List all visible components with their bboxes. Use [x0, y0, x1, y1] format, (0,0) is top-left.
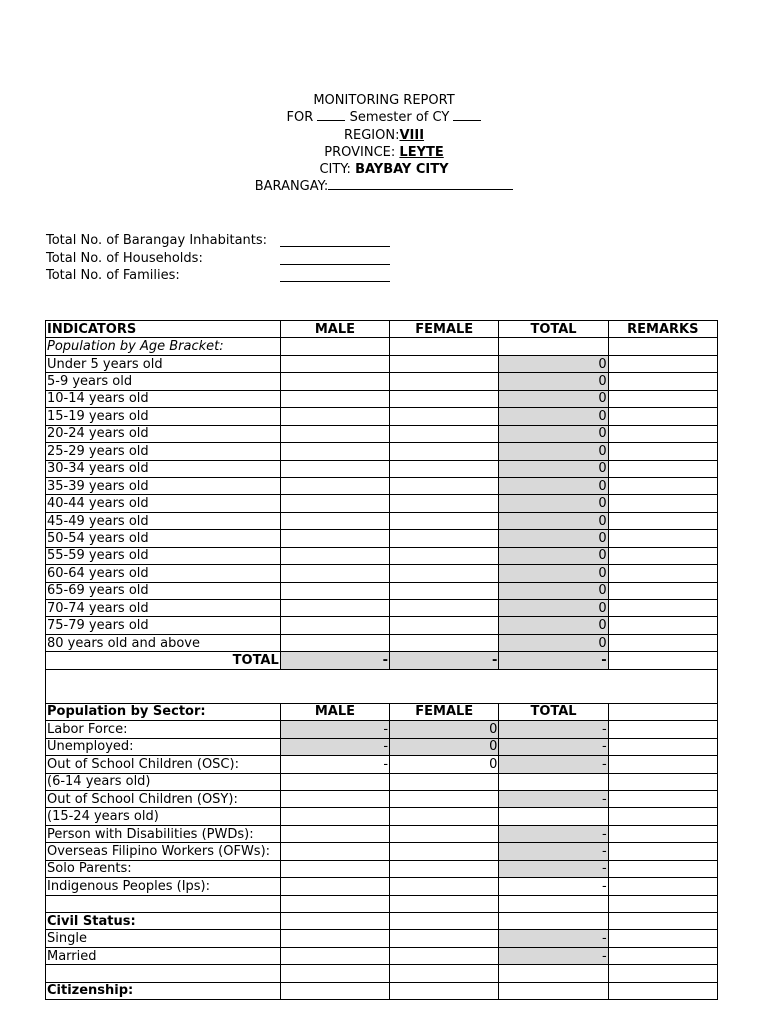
female-cell: [390, 425, 499, 442]
civil-female: [390, 930, 499, 947]
remarks-cell: [608, 408, 717, 425]
age-label: 75-79 years old: [46, 617, 281, 634]
male-cell: [280, 460, 389, 477]
sector-total: -: [499, 878, 608, 895]
blank-cell: [499, 895, 608, 912]
sector-female: 0: [390, 721, 499, 738]
total-cell: 0: [499, 373, 608, 390]
blank-cell: [608, 982, 717, 999]
sector-label: Person with Disabilities (PWDs):: [46, 825, 281, 842]
blank-cell: [608, 913, 717, 930]
sector-remarks: [608, 773, 717, 790]
blank-row: [46, 965, 718, 982]
age-label: 10-14 years old: [46, 390, 281, 407]
total-cell: 0: [499, 408, 608, 425]
sector-label: (6-14 years old): [46, 773, 281, 790]
age-label: 65-69 years old: [46, 582, 281, 599]
remarks-cell: [608, 600, 717, 617]
sector-remarks-header: [608, 703, 717, 720]
age-bracket-subtitle: Population by Age Bracket:: [46, 338, 281, 355]
total-remarks: [608, 652, 717, 669]
monitoring-table: [45, 320, 718, 1000]
city-value: BAYBAY CITY: [355, 162, 449, 178]
sector-remarks: [608, 860, 717, 877]
sector-total: -: [499, 843, 608, 860]
sector-label: Indigenous Peoples (Ips):: [46, 878, 281, 895]
section-spacer: [46, 669, 718, 703]
blank-cell: [499, 965, 608, 982]
remarks-header: REMARKS: [608, 321, 717, 338]
blank-row: [46, 895, 718, 912]
male-header: MALE: [280, 321, 389, 338]
semester-blank: [317, 109, 345, 121]
male-cell: [280, 425, 389, 442]
sector-male: -: [280, 721, 389, 738]
sector-row: [46, 756, 718, 773]
sector-row: [46, 878, 718, 895]
age-row: [46, 443, 718, 460]
age-row: [46, 408, 718, 425]
female-cell: [390, 565, 499, 582]
barangay-line: [0, 178, 768, 195]
total-cell: 0: [499, 634, 608, 651]
civil-label: Married: [46, 947, 281, 964]
age-row: [46, 582, 718, 599]
male-cell: [280, 582, 389, 599]
sector-total: -: [499, 790, 608, 807]
sector-remarks: [608, 721, 717, 738]
total-cell: 0: [499, 355, 608, 372]
civil-total: -: [499, 930, 608, 947]
age-header-row: [46, 321, 718, 338]
remarks-cell: [608, 617, 717, 634]
sector-label: Out of School Children (OSY):: [46, 790, 281, 807]
sector-male: [280, 808, 389, 825]
total-header: TOTAL: [499, 321, 608, 338]
sector-male: [280, 773, 389, 790]
civil-total: -: [499, 947, 608, 964]
female-cell: [390, 355, 499, 372]
age-row: [46, 600, 718, 617]
total-cell: 0: [499, 460, 608, 477]
indicators-header: INDICATORS: [46, 321, 281, 338]
sector-row: [46, 773, 718, 790]
sector-total: [499, 808, 608, 825]
remarks-cell: [608, 477, 717, 494]
total-cell: 0: [499, 425, 608, 442]
sector-male: [280, 825, 389, 842]
province-label: PROVINCE:: [324, 144, 396, 160]
blank-cell: [390, 913, 499, 930]
male-cell: [280, 634, 389, 651]
blank-cell: [280, 982, 389, 999]
sector-total: [499, 773, 608, 790]
sector-male: [280, 878, 389, 895]
total-cell: 0: [499, 582, 608, 599]
for-label: FOR: [286, 110, 314, 126]
sector-row: [46, 843, 718, 860]
male-cell: [280, 617, 389, 634]
total-families: Total No. of Families:: [46, 267, 267, 285]
male-cell: [280, 390, 389, 407]
sector-total: -: [499, 756, 608, 773]
age-row: [46, 477, 718, 494]
remarks-cell: [608, 565, 717, 582]
male-cell: [280, 355, 389, 372]
blank-cell: [390, 982, 499, 999]
civil-male: [280, 930, 389, 947]
sector-male: -: [280, 756, 389, 773]
civil-label: Single: [46, 930, 281, 947]
inhabitants-blank: [280, 232, 390, 247]
sector-female: [390, 825, 499, 842]
city-label: CITY:: [319, 162, 351, 178]
female-header: FEMALE: [390, 321, 499, 338]
blank-cell: [46, 895, 281, 912]
blank-cell: [390, 895, 499, 912]
female-cell: [390, 477, 499, 494]
age-row: [46, 530, 718, 547]
sector-female: [390, 808, 499, 825]
female-cell: [390, 443, 499, 460]
age-label: 80 years old and above: [46, 634, 281, 651]
semester-text: Semester of CY: [349, 110, 450, 126]
sector-header: Population by Sector:: [46, 703, 281, 720]
total-cell: 0: [499, 495, 608, 512]
male-cell: [280, 477, 389, 494]
region-line: [0, 127, 768, 144]
female-cell: [390, 600, 499, 617]
sector-remarks: [608, 808, 717, 825]
sector-female: [390, 878, 499, 895]
male-cell: [280, 530, 389, 547]
blank-cell: [280, 895, 389, 912]
age-row: [46, 617, 718, 634]
age-row: [46, 512, 718, 529]
sector-remarks: [608, 756, 717, 773]
sector-female: [390, 843, 499, 860]
female-cell: [390, 582, 499, 599]
remarks-cell: [608, 495, 717, 512]
total-female: -: [390, 652, 499, 669]
remarks-cell: [608, 547, 717, 564]
female-cell: [390, 530, 499, 547]
female-cell: [390, 617, 499, 634]
sector-male: [280, 843, 389, 860]
total-total: -: [499, 652, 608, 669]
age-subtitle-row: [46, 338, 718, 355]
civil-remarks: [608, 947, 717, 964]
sector-female-header: FEMALE: [390, 703, 499, 720]
civil-female: [390, 947, 499, 964]
female-cell: [390, 408, 499, 425]
sector-row: [46, 808, 718, 825]
year-blank: [453, 109, 481, 121]
age-row: [46, 460, 718, 477]
total-cell: 0: [499, 617, 608, 634]
sector-remarks: [608, 738, 717, 755]
civil-male: [280, 947, 389, 964]
female-cell: [390, 512, 499, 529]
sector-remarks: [608, 843, 717, 860]
age-label: 20-24 years old: [46, 425, 281, 442]
male-cell: [280, 565, 389, 582]
age-label: 30-34 years old: [46, 460, 281, 477]
sector-remarks: [608, 790, 717, 807]
female-cell: [390, 495, 499, 512]
spacer-cell: [46, 669, 718, 703]
sector-female: 0: [390, 738, 499, 755]
age-row: [46, 565, 718, 582]
age-label: 60-64 years old: [46, 565, 281, 582]
sector-row: [46, 721, 718, 738]
age-label: 55-59 years old: [46, 547, 281, 564]
male-cell: [280, 373, 389, 390]
age-total-row: [46, 652, 718, 669]
male-cell: [280, 512, 389, 529]
blank-cell: [499, 982, 608, 999]
province-value: LEYTE: [399, 144, 444, 160]
female-cell: [390, 547, 499, 564]
sector-female: [390, 860, 499, 877]
blank-cell: [390, 965, 499, 982]
age-row: [46, 373, 718, 390]
remarks-cell: [608, 582, 717, 599]
sector-row: [46, 790, 718, 807]
male-cell: [280, 600, 389, 617]
female-cell: [390, 373, 499, 390]
total-label: TOTAL: [46, 652, 281, 669]
city-line: [0, 161, 768, 178]
remarks-cell: [608, 355, 717, 372]
report-header: [0, 92, 768, 196]
province-line: [0, 144, 768, 161]
total-cell: 0: [499, 512, 608, 529]
remarks-cell: [608, 390, 717, 407]
region-value: VIII: [399, 127, 425, 143]
blank-cell: [608, 895, 717, 912]
total-cell: 0: [499, 443, 608, 460]
sector-male: [280, 860, 389, 877]
age-row: [46, 634, 718, 651]
blank-cell: [46, 965, 281, 982]
remarks-cell: [608, 373, 717, 390]
remarks-cell: [608, 425, 717, 442]
total-cell: 0: [499, 600, 608, 617]
total-cell: 0: [499, 547, 608, 564]
sector-remarks: [608, 825, 717, 842]
male-cell: [280, 408, 389, 425]
civil-row: [46, 930, 718, 947]
age-label: 40-44 years old: [46, 495, 281, 512]
sector-female: [390, 773, 499, 790]
sector-total: -: [499, 738, 608, 755]
civil-status-row: [46, 913, 718, 930]
age-row: [46, 425, 718, 442]
semester-line: [0, 109, 768, 126]
female-cell: [390, 634, 499, 651]
total-cell: 0: [499, 477, 608, 494]
blank-cell: [280, 913, 389, 930]
citizenship-row: [46, 982, 718, 999]
total-cell: 0: [499, 530, 608, 547]
total-male: -: [280, 652, 389, 669]
civil-status-heading: Civil Status:: [46, 913, 281, 930]
civil-row: [46, 947, 718, 964]
total-households: Total No. of Households:: [46, 250, 267, 268]
sector-header-row: [46, 703, 718, 720]
sector-total-header: TOTAL: [499, 703, 608, 720]
age-label: Under 5 years old: [46, 355, 281, 372]
female-cell: [390, 460, 499, 477]
households-blank: [280, 250, 390, 265]
age-label: 25-29 years old: [46, 443, 281, 460]
sector-label: Unemployed:: [46, 738, 281, 755]
sector-female: 0: [390, 756, 499, 773]
sector-row: [46, 860, 718, 877]
male-cell: [280, 495, 389, 512]
sector-row: [46, 738, 718, 755]
age-label: 35-39 years old: [46, 477, 281, 494]
blank-cell: [499, 913, 608, 930]
sector-male-header: MALE: [280, 703, 389, 720]
age-label: 50-54 years old: [46, 530, 281, 547]
remarks-cell: [608, 530, 717, 547]
sector-row: [46, 825, 718, 842]
sector-male: [280, 790, 389, 807]
barangay-label: BARANGAY:: [254, 179, 329, 195]
total-inhabitants: Total No. of Barangay Inhabitants:: [46, 232, 267, 250]
remarks-cell: [608, 512, 717, 529]
total-cell: 0: [499, 565, 608, 582]
sector-label: Solo Parents:: [46, 860, 281, 877]
sector-remarks: [608, 878, 717, 895]
age-label: 70-74 years old: [46, 600, 281, 617]
age-row: [46, 495, 718, 512]
male-cell: [280, 443, 389, 460]
remarks-cell: [608, 443, 717, 460]
table-body: [46, 321, 718, 1000]
age-label: 5-9 years old: [46, 373, 281, 390]
civil-remarks: [608, 930, 717, 947]
blank-cell: [280, 965, 389, 982]
total-cell: 0: [499, 390, 608, 407]
blank-cell: [608, 965, 717, 982]
families-blank: [280, 267, 390, 282]
male-cell: [280, 547, 389, 564]
remarks-cell: [608, 634, 717, 651]
sector-total: -: [499, 721, 608, 738]
sector-label: Labor Force:: [46, 721, 281, 738]
sector-total: -: [499, 860, 608, 877]
remarks-cell: [608, 460, 717, 477]
barangay-blank: [328, 178, 513, 190]
age-row: [46, 390, 718, 407]
age-row: [46, 547, 718, 564]
sector-label: (15-24 years old): [46, 808, 281, 825]
region-label: REGION:: [343, 127, 400, 143]
sector-total: -: [499, 825, 608, 842]
age-label: 15-19 years old: [46, 408, 281, 425]
age-row: [46, 355, 718, 372]
female-cell: [390, 390, 499, 407]
sector-label: Overseas Filipino Workers (OFWs):: [46, 843, 281, 860]
sector-female: [390, 790, 499, 807]
age-label: 45-49 years old: [46, 512, 281, 529]
totals-section: [46, 232, 267, 285]
citizenship-heading: Citizenship:: [46, 982, 281, 999]
sector-label: Out of School Children (OSC):: [46, 756, 281, 773]
report-title: MONITORING REPORT: [313, 93, 455, 108]
sector-male: -: [280, 738, 389, 755]
